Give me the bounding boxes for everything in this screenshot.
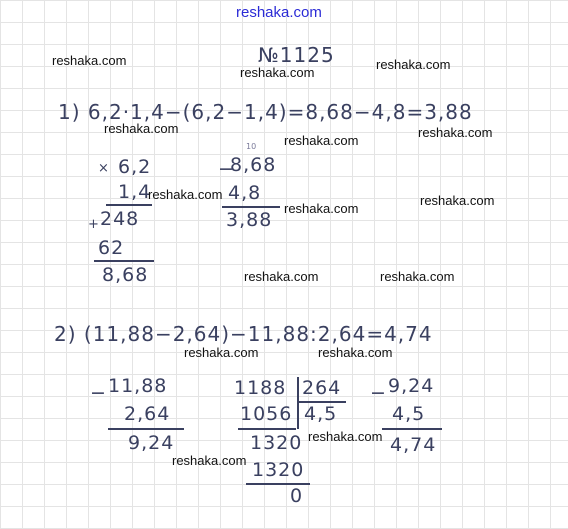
division-step-rule — [238, 428, 296, 430]
watermark: reshaka.com — [318, 345, 393, 360]
division-step-1: 1056 — [240, 403, 293, 425]
sum-rule — [94, 260, 154, 262]
multiply-sign: × — [98, 161, 110, 176]
quotient: 4,5 — [304, 403, 338, 425]
product-result: 8,68 — [102, 264, 149, 286]
watermark: reshaka.com — [244, 269, 319, 284]
multiplicand: 6,2 — [118, 156, 152, 178]
site-header-link[interactable]: reshaka.com — [236, 4, 322, 21]
minuend: 8,68 — [230, 154, 277, 176]
problem-title: №1125 — [258, 43, 335, 67]
multiplier: 1,4 — [118, 181, 152, 203]
division-step-2: 1320 — [252, 459, 305, 481]
watermark: reshaka.com — [308, 429, 383, 444]
difference-result: 9,24 — [128, 432, 175, 454]
watermark: reshaka.com — [240, 65, 315, 80]
division-bar — [297, 377, 299, 429]
watermark: reshaka.com — [284, 133, 359, 148]
watermark: reshaka.com — [284, 201, 359, 216]
problem1-expression: 1) 6,2·1,4−(6,2−1,4)=8,68−4,8=3,88 — [58, 100, 473, 124]
minuend: 9,24 — [388, 375, 435, 397]
borrow-mark: 10 — [246, 142, 257, 151]
difference-result: 3,88 — [226, 209, 273, 231]
division-remainder-1: 1320 — [250, 432, 303, 454]
partial-product-2: 62 — [98, 237, 125, 259]
watermark: reshaka.com — [380, 269, 455, 284]
watermark: reshaka.com — [52, 53, 127, 68]
multiplication-rule — [106, 204, 152, 206]
problem2-expression: 2) (11,88−2,64)−11,88:2,64=4,74 — [54, 322, 433, 346]
watermark: reshaka.com — [184, 345, 259, 360]
minus-sign: − — [90, 382, 107, 404]
minus-sign: − — [370, 382, 387, 404]
watermark: reshaka.com — [418, 125, 493, 140]
subtraction-rule — [382, 428, 442, 430]
subtraction-rule — [222, 206, 280, 208]
watermark: reshaka.com — [376, 57, 451, 72]
watermark: reshaka.com — [172, 453, 247, 468]
watermark: reshaka.com — [420, 193, 495, 208]
watermark: reshaka.com — [104, 121, 179, 136]
difference-result: 4,74 — [390, 434, 437, 456]
subtrahend: 4,8 — [228, 182, 262, 204]
watermark: reshaka.com — [148, 187, 223, 202]
division-remainder-final: 0 — [290, 485, 304, 507]
subtraction-rule — [108, 428, 184, 430]
subtrahend: 4,5 — [392, 403, 426, 425]
subtrahend: 2,64 — [124, 403, 171, 425]
divisor: 264 — [302, 377, 342, 399]
plus-sign: + — [88, 217, 100, 232]
minuend: 11,88 — [108, 375, 168, 397]
dividend: 1188 — [234, 377, 287, 399]
minus-sign: − — [218, 158, 235, 180]
partial-product-1: 248 — [100, 208, 140, 230]
